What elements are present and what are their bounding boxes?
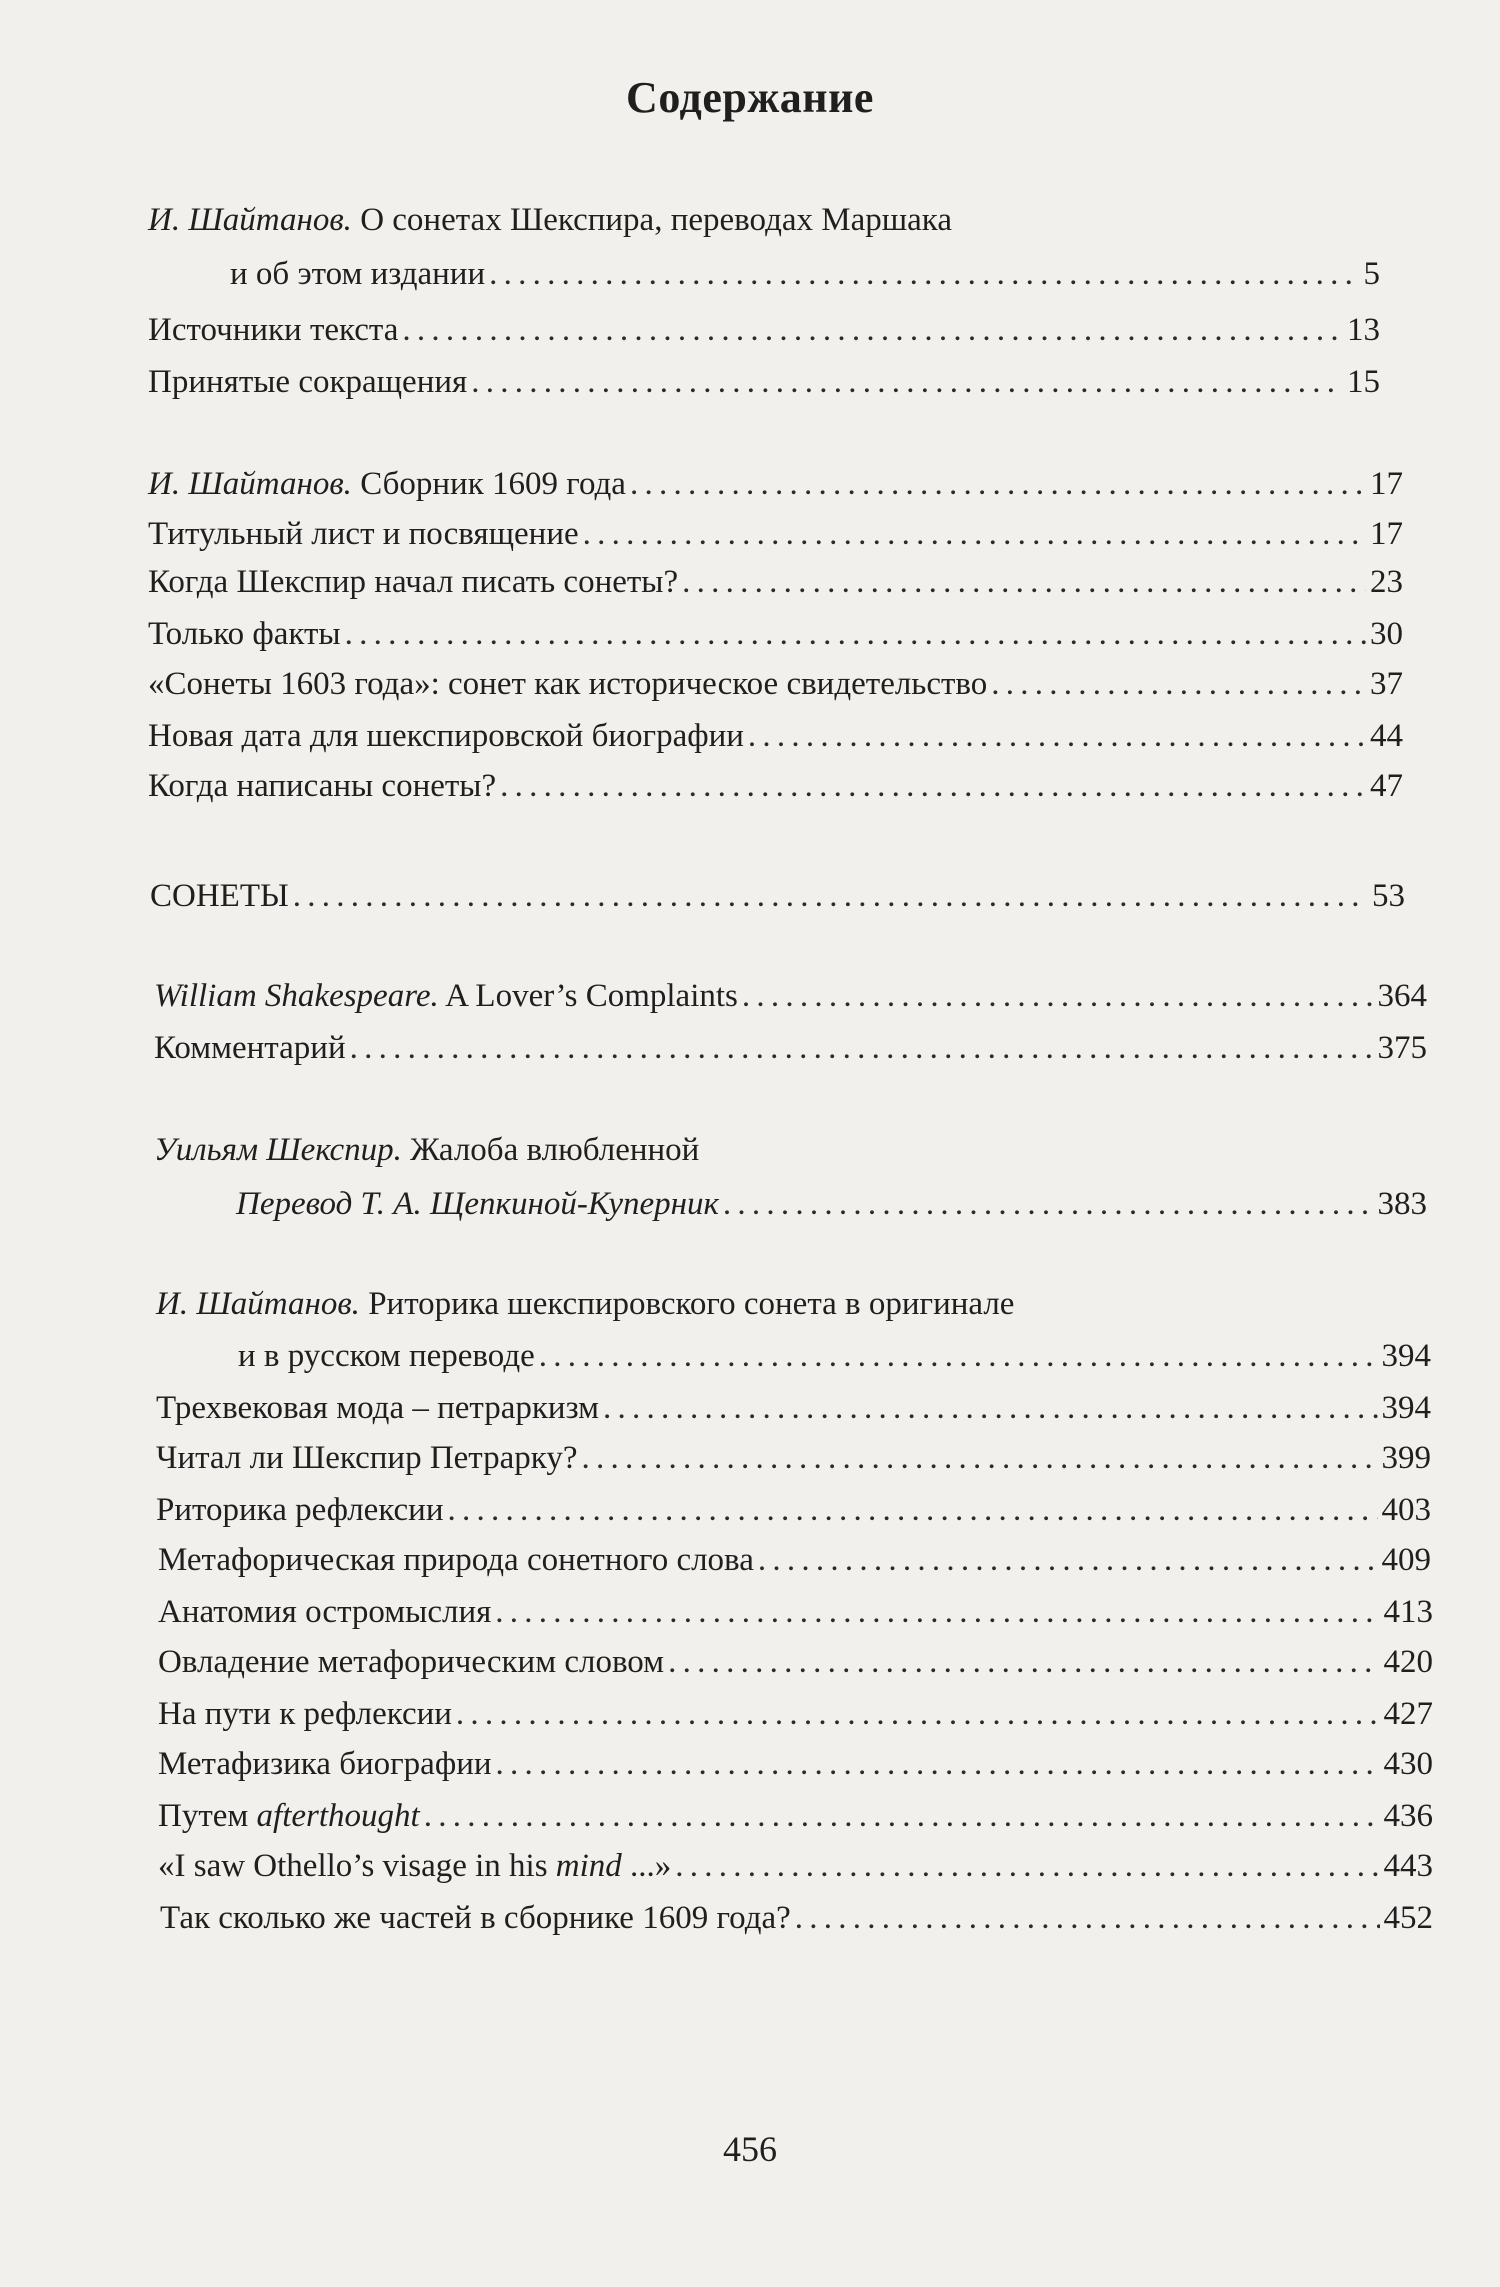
toc-entry-author: И. Шайтанов. xyxy=(156,1286,360,1322)
leader-dots xyxy=(456,1692,1380,1736)
toc-page-number: 413 xyxy=(1383,1594,1433,1630)
toc-page-number: 394 xyxy=(1381,1338,1431,1374)
toc-entry-title: «Сонеты 1603 года»: сонет как историческое свидетельство xyxy=(148,666,988,702)
toc-entry-title: Риторика рефлексии xyxy=(156,1492,444,1528)
leader-dots xyxy=(495,1590,1379,1634)
leader-dots xyxy=(496,1742,1380,1786)
toc-entry-title: СОНЕТЫ xyxy=(150,878,289,914)
toc-entry-title: Овладение метафорическим словом xyxy=(158,1644,665,1680)
toc-entry-line1 xyxy=(156,1282,1014,1326)
toc-entry xyxy=(158,1692,1433,1736)
toc-page-number: 17 xyxy=(1370,516,1403,552)
toc-entry-title: Источники текста xyxy=(148,312,399,348)
toc-page-number: 23 xyxy=(1370,564,1403,600)
leader-dots xyxy=(668,1640,1379,1684)
leader-dots xyxy=(345,612,1366,656)
leader-dots xyxy=(758,1538,1378,1582)
toc-entry xyxy=(148,714,1403,758)
toc-entry xyxy=(150,874,1405,918)
toc-entry xyxy=(158,1742,1433,1786)
leader-dots xyxy=(402,308,1343,352)
leader-dots xyxy=(500,764,1366,808)
leader-dots xyxy=(350,1026,1374,1070)
toc-entry xyxy=(236,1182,1427,1226)
toc-page-number: 394 xyxy=(1381,1390,1431,1426)
toc-entry-title: На пути к рефлексии xyxy=(158,1696,452,1732)
toc-page-number: 44 xyxy=(1370,718,1403,754)
toc-entry-title: Когда Шекспир начал писать сонеты? xyxy=(148,564,679,600)
leader-dots xyxy=(424,1794,1380,1838)
page-number: 456 xyxy=(723,2129,777,2169)
toc-page-number: 383 xyxy=(1377,1186,1427,1222)
toc-page-number: 403 xyxy=(1381,1492,1431,1528)
toc-entry xyxy=(156,1436,1431,1480)
toc-entry xyxy=(230,252,1380,296)
toc-entry xyxy=(148,512,1403,556)
toc-entry-title: Трехвековая мода – петраркизм xyxy=(156,1390,600,1426)
leader-dots xyxy=(748,714,1366,758)
toc-page-number: 15 xyxy=(1347,364,1380,400)
toc-page-number: 427 xyxy=(1383,1696,1433,1732)
toc-page-number: 436 xyxy=(1383,1798,1433,1834)
page-title: Содержание xyxy=(626,73,874,122)
leader-dots xyxy=(293,874,1368,918)
leader-dots xyxy=(603,1386,1377,1430)
toc-entry xyxy=(148,360,1380,404)
leader-dots xyxy=(991,662,1366,706)
toc-entry-author: И. Шайтанов. xyxy=(148,202,352,238)
toc-entry-title: Риторика шекспировского сонета в оригинале xyxy=(359,1286,1015,1322)
toc-entry-title: «I saw Othello’s visage in his mind ...» xyxy=(158,1848,672,1884)
toc-entry-line1 xyxy=(148,198,952,242)
leader-dots xyxy=(675,1844,1379,1888)
toc-entry-author: И. Шайтанов. xyxy=(148,466,352,502)
toc-entry-title: Путем afterthought xyxy=(158,1798,420,1834)
leader-dots xyxy=(723,1182,1374,1226)
toc-page-number: 47 xyxy=(1370,768,1403,804)
toc-entry-title: Метафорическая природа сонетного слова xyxy=(158,1542,754,1578)
leader-dots xyxy=(682,560,1366,604)
toc-entry xyxy=(158,1794,1433,1838)
toc-page-number: 17 xyxy=(1370,466,1403,502)
toc-page-number: 430 xyxy=(1383,1746,1433,1782)
toc-entry-title: Жалоба влюбленной xyxy=(401,1132,700,1168)
toc-entry-author: William Shakespeare. xyxy=(154,978,439,1014)
toc-entry xyxy=(158,1590,1433,1634)
toc-entry xyxy=(148,560,1403,604)
toc-entry-title: О сонетах Шекспира, переводах Маршака xyxy=(351,202,952,238)
toc-entry xyxy=(238,1334,1431,1378)
toc-entry-title: Когда написаны сонеты? xyxy=(148,768,497,804)
toc-entry-title: Титульный лист и посвящение xyxy=(148,516,579,552)
toc-entry xyxy=(148,764,1403,808)
toc-page-number: 5 xyxy=(1363,256,1380,292)
leader-dots xyxy=(582,1436,1378,1480)
toc-page-number: 13 xyxy=(1347,312,1380,348)
leader-dots xyxy=(448,1488,1378,1532)
toc-entry-title: William Shakespeare. A Lover’s Complaints xyxy=(154,978,738,1014)
toc-entry xyxy=(156,1488,1431,1532)
toc-entry-line1 xyxy=(154,1128,699,1172)
toc-page-number: 364 xyxy=(1377,978,1427,1014)
toc-page-number: 399 xyxy=(1381,1440,1431,1476)
toc-page-number: 443 xyxy=(1383,1848,1433,1884)
leader-dots xyxy=(742,974,1374,1018)
toc-page-number: 53 xyxy=(1372,878,1405,914)
leader-dots xyxy=(471,360,1343,404)
toc-page-number: 409 xyxy=(1381,1542,1431,1578)
toc-entry-title: Так сколько же частей в сборнике 1609 года? xyxy=(160,1900,791,1936)
toc-entry xyxy=(158,1640,1433,1684)
toc-entry xyxy=(156,1386,1431,1430)
toc-entry xyxy=(148,662,1403,706)
toc-entry-title: Новая дата для шекспировской биографии xyxy=(148,718,744,754)
toc-page-number: 420 xyxy=(1383,1644,1433,1680)
leader-dots xyxy=(539,1334,1378,1378)
leader-dots xyxy=(795,1896,1380,1940)
toc-entry xyxy=(148,462,1403,506)
toc-entry xyxy=(158,1844,1433,1888)
toc-entry-title: и в русском переводе xyxy=(238,1338,535,1374)
toc-entry-title: Анатомия остромыслия xyxy=(158,1594,492,1630)
toc-page-number: 30 xyxy=(1370,616,1403,652)
toc-page-number: 375 xyxy=(1377,1030,1427,1066)
toc-entry-title: И. Шайтанов. Сборник 1609 года xyxy=(148,466,626,502)
toc-entry-title: Комментарий xyxy=(154,1030,346,1066)
toc-entry-title: Только факты xyxy=(148,616,341,652)
toc-entry xyxy=(148,308,1380,352)
toc-entry xyxy=(160,1896,1433,1940)
toc-entry xyxy=(158,1538,1431,1582)
toc-entry-author: Уильям Шекспир. xyxy=(154,1132,402,1168)
toc-page-number: 37 xyxy=(1370,666,1403,702)
toc-page-number: 452 xyxy=(1383,1900,1433,1936)
leader-dots xyxy=(489,252,1359,296)
toc-entry-title: Метафизика биографии xyxy=(158,1746,492,1782)
leader-dots xyxy=(583,512,1366,556)
leader-dots xyxy=(630,462,1366,506)
toc-entry xyxy=(148,612,1403,656)
toc-entry xyxy=(154,974,1427,1018)
toc-entry-title: Перевод Т. А. Щепкиной-Куперник xyxy=(236,1186,719,1222)
toc-entry-title: Читал ли Шекспир Петрарку? xyxy=(156,1440,578,1476)
toc-entry-title: Принятые сокращения xyxy=(148,364,468,400)
toc-entry xyxy=(154,1026,1427,1070)
toc-entry-title: и об этом издании xyxy=(230,256,486,292)
